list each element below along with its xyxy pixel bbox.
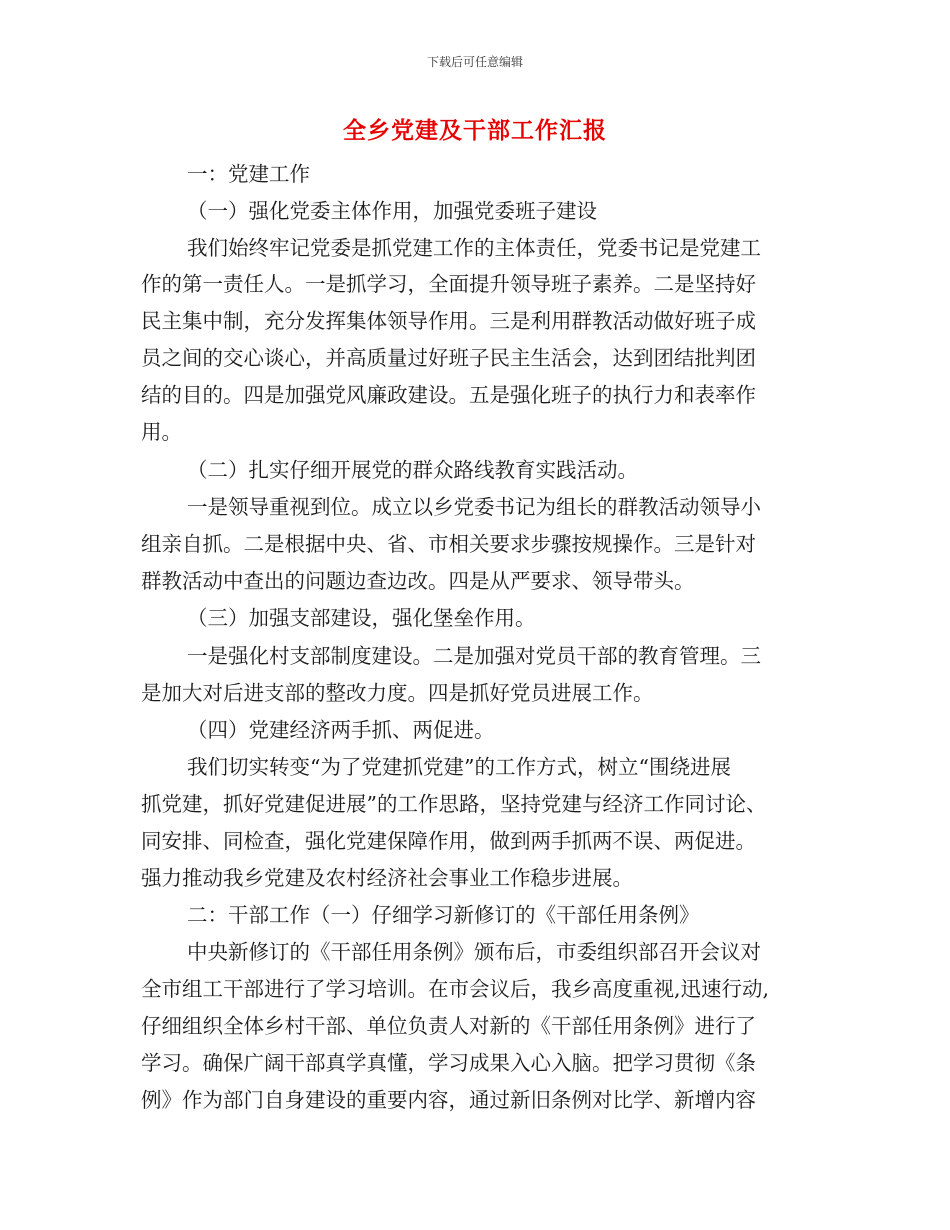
paragraph-line: 我们切实转变“为了党建抓党建”的工作方式，树立“围绕进展: [187, 755, 731, 779]
paragraph-line: 作的第一责任人。一是抓学习，全面提升领导班子素养。二是坚持好: [141, 272, 756, 296]
paragraph-line: 一：党建工作: [187, 162, 310, 186]
paragraph-line: 全市组工干部进行了学习培训。在市会议后，我乡高度重视,迅速行动,: [141, 977, 770, 1001]
page-header: 下载后可任意编辑: [426, 55, 523, 69]
paragraph-line: （一）强化党委主体作用，加强党委班子建设: [187, 199, 597, 223]
paragraph-line: 二：干部工作（一）仔细学习新修订的《干部任用条例》: [187, 903, 700, 927]
document-title: 全乡党建及干部工作汇报: [343, 118, 607, 144]
paragraph-line: 我们始终牢记党委是抓党建工作的主体责任，党委书记是党建工: [187, 236, 761, 260]
paragraph-line: （二）扎实仔细开展党的群众路线教育实践活动。: [187, 458, 638, 482]
paragraph-line: 抓党建，抓好党建促进展”的工作思路，坚持党建与经济工作同讨论、: [141, 792, 767, 816]
paragraph-line: 例》作为部门自身建设的重要内容，通过新旧条例对比学、新增内容: [141, 1088, 756, 1112]
paragraph-line: （四）党建经济两手抓、两促进。: [187, 718, 495, 742]
paragraph-line: 强力推动我乡党建及农村经济社会事业工作稳步进展。: [141, 866, 633, 890]
paragraph-line: 中央新修订的《干部任用条例》颁布后，市委组织部召开会议对: [187, 940, 761, 964]
paragraph-line: 员之间的交心谈心，并高质量过好班子民主生活会，达到团结批判团: [141, 346, 756, 370]
paragraph-line: 用。: [141, 420, 182, 444]
paragraph-line: 一是领导重视到位。成立以乡党委书记为组长的群教活动领导小: [187, 495, 761, 519]
paragraph-line: 民主集中制，充分发挥集体领导作用。三是利用群教活动做好班子成: [141, 309, 756, 333]
paragraph-line: 同安排、同检查，强化党建保障作用，做到两手抓两不误、两促进。: [141, 829, 756, 853]
paragraph-line: 群教活动中查出的问题边查边改。四是从严要求、领导带头。: [141, 569, 695, 593]
paragraph-line: 组亲自抓。二是根据中央、省、市相关要求步骤按规操作。三是针对: [141, 532, 756, 556]
paragraph-line: 一是强化村支部制度建设。二是加强对党员干部的教育管理。三: [187, 644, 761, 668]
paragraph-line: 仔细组织全体乡村干部、单位负责人对新的《干部任用条例》进行了: [141, 1014, 756, 1038]
paragraph-line: 学习。确保广阔干部真学真懂，学习成果入心入脑。把学习贯彻《条: [141, 1051, 756, 1075]
paragraph-line: 结的目的。四是加强党风廉政建设。五是强化班子的执行力和表率作: [141, 383, 756, 407]
paragraph-line: 是加大对后进支部的整改力度。四是抓好党员进展工作。: [141, 681, 654, 705]
paragraph-line: （三）加强支部建设，强化堡垒作用。: [187, 606, 536, 630]
